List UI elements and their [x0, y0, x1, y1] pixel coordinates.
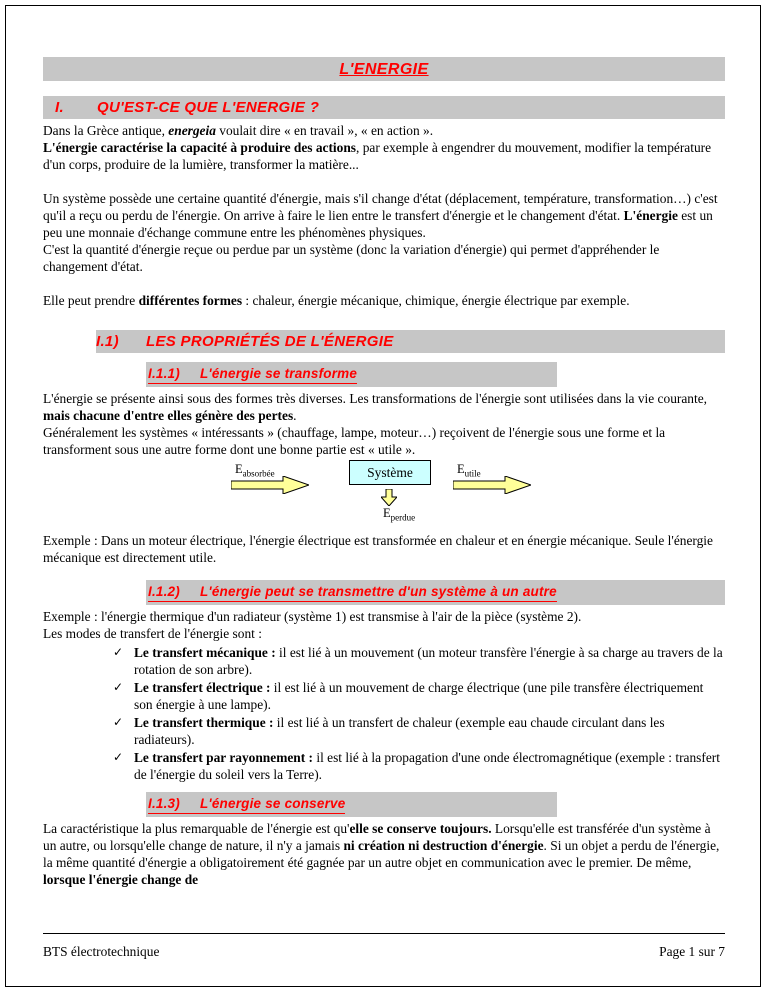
section-1-1-label: LES PROPRIÉTÉS DE L'ÉNERGIE — [146, 333, 394, 350]
list-item — [113, 749, 725, 783]
paragraph-intro-3: Elle peut prendre différentes formes : chaleur, énergie mécanique, chimique, énergie électrique par exemple. — [43, 293, 630, 308]
absorbed-energy-label: $E_{absorbée}$ — [235, 462, 275, 479]
check-icon: ✓ — [113, 680, 124, 694]
section-1-1-1-label: L'énergie se transforme — [199, 366, 358, 381]
section-1-1-3-underline — [148, 795, 345, 814]
section-heading-1-1-2 — [146, 580, 725, 605]
list-item-text: Le transfert par rayonnement : il est lié à la propagation d'une onde électromagnétique (exemple : transfert de l'énergie du soleil vers la Terre). — [134, 750, 720, 782]
list-item-text: Le transfert mécanique : il est lié à un mouvement (un moteur transfère l'énergie à sa charge au travers de la rotation de son arbre). — [134, 645, 723, 677]
section-1-1-1-number: I.1.1) — [148, 366, 180, 381]
paragraph-transmit-intro: Exemple : l'énergie thermique d'un radiateur (système 1) est transmise à l'air de la pièce (système 2). Les modes de transfert de l'énergie sont : — [43, 609, 582, 641]
paragraph-transform: L'énergie se présente ainsi sous des formes très diverses. Les transformations de l'énergie sont utilisées dans la vie courante, mais chacune d'entre elles génère des pertes. Généralement les systèmes « intéressants » (chauffage, lampe, moteur…) reçoivent de l'énergie sous une forme et la transforment sous une autre forme dont une bonne partie est « utile ». — [43, 391, 707, 457]
section-heading-1 — [43, 96, 725, 119]
section-1-1-3-number: I.1.3) — [148, 796, 180, 811]
energy-in-arrow-icon — [231, 476, 309, 494]
document-title-bar — [43, 57, 725, 81]
paragraph-transform-example: Exemple : Dans un moteur électrique, l'énergie électrique est transformée en chaleur et en énergie mécanique. Seule l'énergie mécanique est directement utile. — [43, 533, 713, 565]
energy-flow-diagram — [43, 463, 725, 527]
paragraph-intro-2: Un système possède une certaine quantité d'énergie, mais s'il change d'état (déplacement, température, transformation…) c'est qu'il a reçu ou perdu de l'énergie. On arrive à faire le lien entre le transfert d'énergie et le changement d'état. L'énergie est un peu une monnaie d'échange commune entre les phénomènes physiques. C'est la quantité d'énergie reçue ou perdue par un système (donc la variation d'énergie) qui permet d'appréhender le changement d'état. — [43, 191, 718, 274]
check-icon: ✓ — [113, 715, 124, 729]
section-1-1-1-underline — [148, 365, 357, 384]
list-item — [113, 644, 725, 678]
section-1-label: QU'EST-CE QUE L'ENERGIE ? — [97, 99, 320, 116]
paragraph-conserve: La caractéristique la plus remarquable de l'énergie est qu'elle se conserve toujours. Lorsqu'elle est transférée d'un système à un autre, ou lorsqu'elle change de nature, il n'y a jamais ni création ni destruction d'énergie. Si un objet a perdu de l'énergie, la même quantité d'énergie a obligatoirement été gagnée par un autre objet en communication avec le premier. De même, lorsque l'énergie change de — [43, 821, 720, 887]
energy-lost-arrow-icon — [381, 489, 397, 506]
section-1-1-2-number: I.1.2) — [148, 584, 180, 599]
section-1-1-2-label: L'énergie peut se transmettre d'un système à un autre — [199, 584, 557, 599]
energy-out-arrow-icon — [453, 476, 531, 494]
useful-energy-label: $E_{utile}$ — [457, 462, 481, 479]
check-icon: ✓ — [113, 750, 124, 764]
transfer-modes-list — [43, 644, 725, 783]
section-1-1-3-label: L'énergie se conserve — [199, 796, 346, 811]
list-item — [113, 714, 725, 748]
list-item-text: Le transfert thermique : il est lié à un transfert de chaleur (exemple eau chaude circulant dans les radiateurs). — [134, 715, 665, 747]
section-1-number: I. — [55, 99, 64, 116]
paragraph-intro-1: Dans la Grèce antique, energeia voulait dire « en travail », « en action ». L'énergie caractérise la capacité à produire des actions, par exemple à engendrer du mouvement, modifier la température d'un corps, produire de la lumière, transformer la matière... — [43, 123, 712, 172]
check-icon: ✓ — [113, 645, 124, 659]
footer-left: BTS électrotechnique — [43, 944, 160, 959]
document-content — [43, 57, 725, 888]
section-heading-1-1-3 — [146, 792, 557, 817]
document-title: L'ENERGIE — [339, 61, 429, 78]
section-heading-1-1 — [96, 330, 725, 353]
section-1-1-number: I.1) — [96, 333, 119, 350]
system-box: Système — [349, 460, 431, 485]
section-heading-1-1-1 — [146, 362, 557, 387]
page-footer — [43, 933, 725, 960]
footer-page-number: Page 1 sur 7 — [659, 944, 725, 959]
lost-energy-label: $E_{perdue}$ — [383, 506, 416, 523]
list-item-text: Le transfert électrique : il est lié à un mouvement de charge électrique (une pile transfère électriquement son énergie à une lampe). — [134, 680, 704, 712]
section-1-1-2-underline — [148, 583, 557, 602]
list-item — [113, 679, 725, 713]
